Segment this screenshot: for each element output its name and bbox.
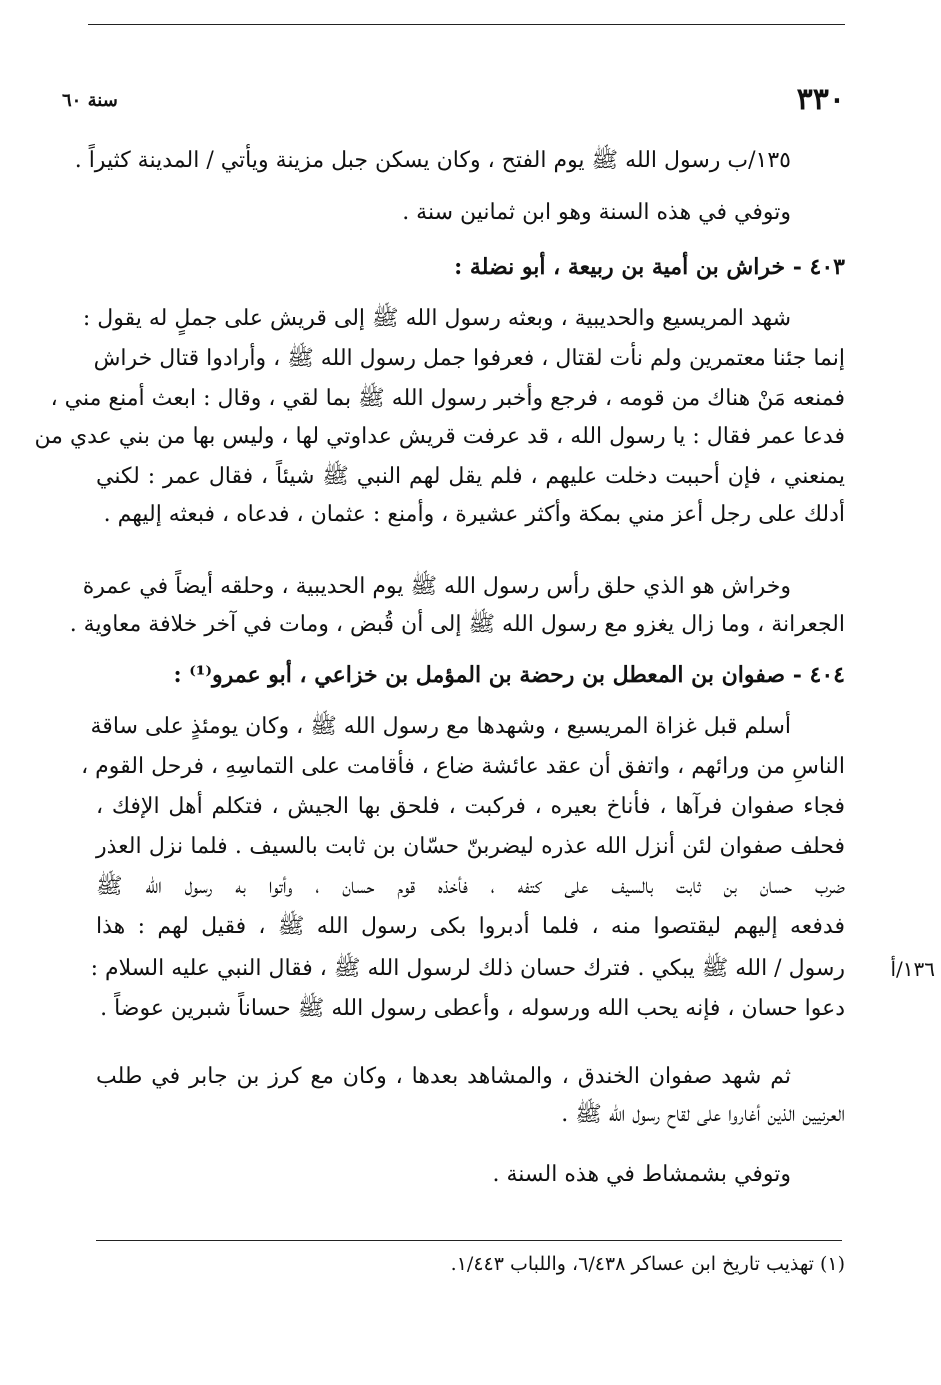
text-line: ثم شهد صفوان الخندق ، والمشاهد بعدها ، وكان مع كرز بن جابر في طلب: [96, 1064, 791, 1089]
text-line: شهد المريسيع والحديبية ، وبعثه رسول الله ﷺ إلى قريش على جملٍ له يقول :: [82, 306, 791, 331]
text-line: الجعرانة ، وما زال يغزو مع رسول الله ﷺ إلى أن قُبض ، ومات في آخر خلافة معاوية .: [69, 612, 845, 637]
footnote: (١) تهذيب تاريخ ابن عساكر ٦/٤٣٨، واللباب ١/٤٤٣.: [450, 1253, 845, 1275]
text-line: دعوا حسان ، فإنه يحب الله ورسوله ، وأعطى رسول الله ﷺ حساناً شبرين عوضاً .: [100, 996, 845, 1021]
text-line: فجاء صفوان فرآها ، فأناخ بعيره ، فركبت ، فلحق بها الجيش ، فتكلم أهل الإفك ،: [96, 794, 845, 819]
text-line: ١٣٥/ب رسول الله ﷺ يوم الفتح ، وكان يسكن جبل مزينة ويأتي / المدينة كثيراً .: [74, 148, 791, 173]
text-line: أدلك على رجل أعز مني بمكة وأكثر عشيرة ، وأمنع : عثمان ، فدعاه ، فبعثه إليهم .: [103, 502, 845, 527]
entry-heading-404: ٤٠٤ - صفوان بن المعطل بن رحضة بن المؤمل بن خزاعي ، أبو عمرو⁽¹⁾ :: [173, 662, 845, 688]
text-line: فمنعه مَنْ هناك من قومه ، فرجع وأخبر رسول الله ﷺ بما لقي ، وقال : ابعث أمنع مني ،: [50, 386, 845, 411]
text-line: ١٣٦/أ رسول / الله ﷺ يبكي . فترك حسان ذلك لرسول الله ﷺ ، فقال النبي عليه السلام :: [96, 954, 845, 984]
text-line: إنما جئنا معتمرين ولم نأت لقتال ، فعرفوا جمل رسول الله ﷺ ، وأرادوا قتال خراش: [93, 346, 845, 371]
text-line: فحلف صفوان لئن أنزل الله عذره ليضربنّ حسّان بن ثابت بالسيف . فلما نزل العذر: [96, 834, 845, 859]
footnote-rule: [96, 1240, 842, 1241]
text-line: وتوفي في هذه السنة وهو ابن ثمانين سنة .: [402, 200, 791, 225]
text-line: فدعا عمر فقال : يا رسول الله ، قد عرفت قريش عداوتي لها ، وليس بها من بني عدي من: [34, 424, 845, 449]
text-line: أسلم قبل غزاة المريسيع ، وشهدها مع رسول الله ﷺ ، وكان يومئذٍ على ساقة: [90, 714, 791, 739]
text-line: فدفعه إليهم ليقتصوا منه ، فلما أدبروا بكى رسول الله ﷺ ، فقيل لهم : هذا: [96, 914, 845, 939]
entry-heading-403: ٤٠٣ - خراش بن أمية بن ربيعة ، أبو نضلة :: [454, 254, 845, 280]
page-number: ٣٣٠: [796, 82, 845, 117]
page-header: [62, 82, 845, 118]
year-label: سنة ٦٠: [62, 90, 118, 111]
text-line: وتوفي بشمشاط في هذه السنة .: [492, 1162, 791, 1187]
text-line: وخراش هو الذي حلق رأس رسول الله ﷺ يوم الحديبية ، وحلقه أيضاً في عمرة: [82, 574, 791, 599]
text-line: الناسِ من ورائهم ، واتفق أن عقد عائشة ضاع ، فأقامت على التماسِهِ ، فرحل القوم ،: [81, 754, 845, 779]
text-line: يمنعني ، فإن أحببت دخلت عليهم ، فلم يقل لهم النبي ﷺ شيئاً ، فقال عمر : لكني: [96, 464, 845, 489]
header-rule: [88, 24, 845, 25]
margin-folio: ١٣٦/أ: [890, 957, 935, 981]
text-line: العرنيين الذين أغاروا على لقاح رسول الله ﷺ .: [561, 1102, 845, 1127]
text-line: ضرب حسان بن ثابت بالسيف على كتفه ، فأخذه قوم حسان ، وأتوا به رسول الله ﷺ: [96, 874, 845, 899]
